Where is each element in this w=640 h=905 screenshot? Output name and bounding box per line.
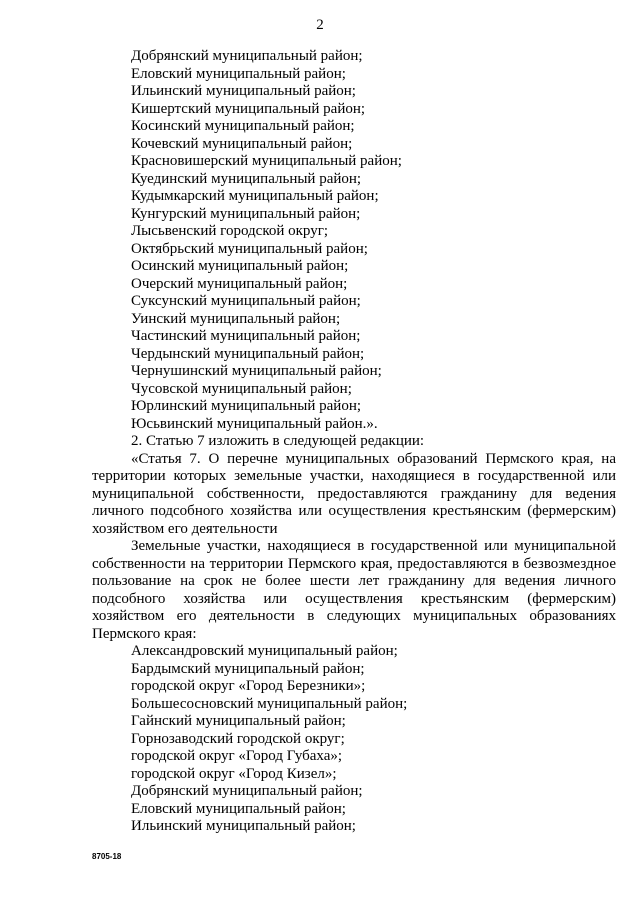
list-item: Горнозаводский городской округ; — [131, 730, 345, 747]
list-item: Лысьвенский городской округ; — [131, 223, 329, 239]
list-item: Частинский муниципальный район; — [131, 328, 361, 344]
list-bottom — [92, 643, 616, 836]
list-item: Гайнский муниципальный район; — [131, 713, 346, 729]
list-top — [92, 48, 616, 451]
list-item: Кишертский муниципальный район; — [131, 100, 366, 117]
list-item: Александровский муниципальный район; — [131, 643, 398, 659]
list-item: Ильинский муниципальный район; — [131, 83, 356, 99]
list-item: Красновишерский муниципальный район; — [131, 153, 402, 169]
list-item: Еловский муниципальный район; — [131, 65, 346, 82]
list-item: Уинский муниципальный район; — [131, 310, 341, 327]
list-item: Еловский муниципальный район; — [131, 800, 346, 817]
list-item: Суксунский муниципальный район; — [131, 293, 361, 309]
list-item: Кудымкарский муниципальный район; — [131, 188, 379, 204]
amendment-instruction: 2. Статью 7 изложить в следующей редакции: — [131, 433, 425, 449]
page-number: 2 — [316, 17, 324, 33]
list-item: Ильинский муниципальный район; — [131, 818, 356, 834]
list-item: Бардымский муниципальный район; — [131, 660, 365, 677]
list-item: Кунгурский муниципальный район; — [131, 205, 361, 222]
list-item: Осинский муниципальный район; — [131, 258, 349, 274]
list-item: городской округ «Город Березники»; — [131, 678, 366, 694]
document-code: 8705-18 — [92, 852, 122, 861]
list-item: Большесосновский муниципальный район; — [131, 695, 408, 712]
list-item: Чусовской муниципальный район; — [131, 380, 352, 397]
list-item: Юсьвинский муниципальный район.». — [131, 415, 378, 432]
list-item: Кочевский муниципальный район; — [131, 135, 353, 152]
list-item: Чернушинский муниципальный район; — [131, 363, 382, 379]
document-body — [92, 48, 616, 836]
list-item: Юрлинский муниципальный район; — [131, 398, 362, 414]
list-item: Куединский муниципальный район; — [131, 170, 362, 187]
list-item: Добрянский муниципальный район; — [131, 783, 363, 799]
article-body: Земельные участки, находящиеся в государственной или муниципальной собственности на территории Пермского края, предоставляются в безвозмездное пользование на срок не более шести лет гражданину для ведения личного подсобного хозяйства или осуществления крестьянским (фермерским) хозяйством его деятельности в следующих муниципальных образованиях Пермского края: — [92, 538, 616, 642]
list-item: городской округ «Город Кизел»; — [131, 765, 337, 782]
list-item: Очерский муниципальный район; — [131, 275, 348, 292]
list-item: Косинский муниципальный район; — [131, 118, 355, 134]
list-item: Чердынский муниципальный район; — [131, 345, 365, 362]
list-item: Добрянский муниципальный район; — [131, 48, 363, 64]
list-item: Октябрьский муниципальный район; — [131, 240, 368, 257]
list-item: городской округ «Город Губаха»; — [131, 748, 343, 764]
article-heading: «Статья 7. О перечне муниципальных образований Пермского края, на территории которых земельные участки, находящиеся в государственной или муниципальной собственности, предоставляются гражданину для ведения личного подсобного хозяйства или осуществления крестьянским (фермерским) хозяйством его деятельности — [92, 450, 616, 537]
